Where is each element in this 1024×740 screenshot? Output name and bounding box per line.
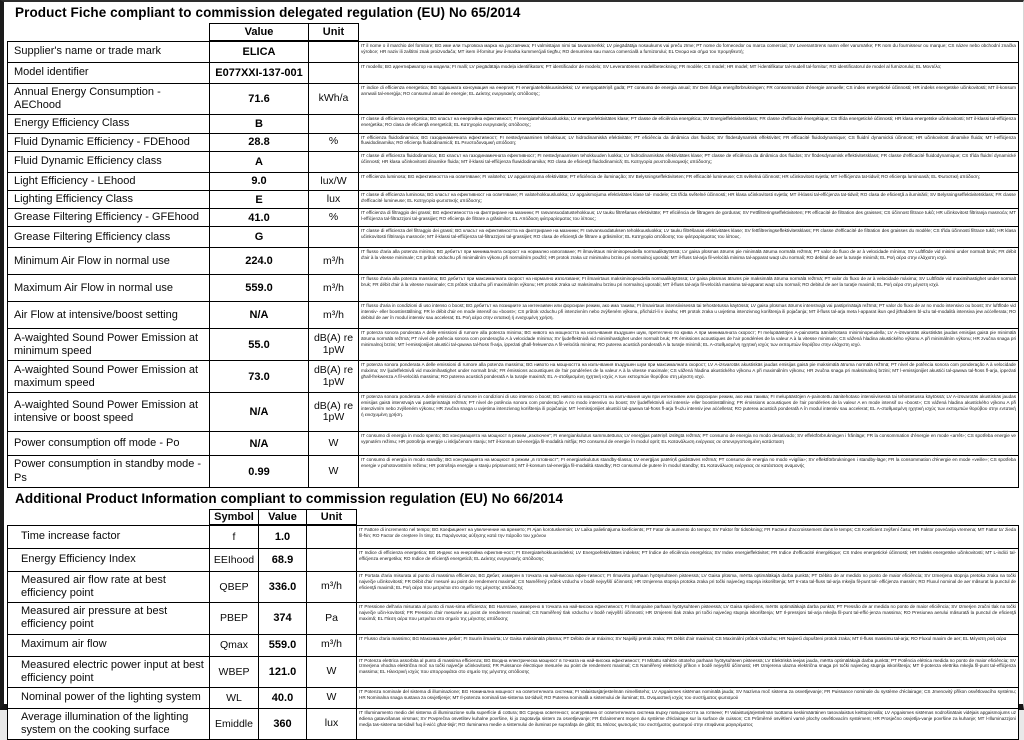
parameter-name: A-waighted Sound Power Emission at maximum speed	[7, 360, 210, 393]
parameter-description-multilingual: IT consumo di energia in modo spento; BG консумацията на мощност в режим „изключен”; FI energiankulutus sammutettuna; LV enerģijas patēriņš izslēgtā režīmā; PT consumo de energia no modo desativado; SV effektförbrukningen i frånläge; FR la consommation d'énergie en mode «arrêt»; CS spotřeba energie ve vypnutém režimu; HR potrošnja energije u isključenom stanju; MT il-konsum tal-enerġija fil-modalità mitfija; RO consumul de energie în modul oprit; EL Κατανάλωση ενέργειας σε απενεργοποιημένη κατάσταση	[358, 431, 1019, 456]
parameter-name: Measured air pressure at best efficiency point	[7, 602, 210, 634]
parameter-value: ELICA	[209, 41, 309, 63]
header-spacer-name	[7, 509, 210, 525]
parameter-value: E	[209, 190, 309, 209]
parameter-description-multilingual: IT Potenza elettrica assorbita al punto di massima efficienza; BG Входна електрическа мощност в точката на най-висока ефективност; FI Mitattu sähkön ottoteho parhaan hyötysuhteen pisteessä; LV Elektriskā ieejas jauda, mērīta optimālākajā darba punktā; PT Potência elétrica medida no ponto de maior eficiência; SV Izmerjena vhodna električna moč na točki največje učinkovitosti; FR Puissance électrique mesurée au point de rendement maximal; CS Naměřený elektrický příkon v bodě nejvyšší účinnosti; HR Izmjerena ulazna električna snaga pri točki najvećeg stupnja iskorištenja; MT Il-potenza elettrika mkejla fil-punt tal-effiċjenza massima; EL Ηλεκτρική ισχύς που απορροφάται στο σημείο της μέγιστης απόδοσης	[356, 656, 1019, 688]
parameter-symbol: WL	[209, 687, 259, 709]
parameter-description-multilingual: IT classe di efficienza fluidodinamica; BG класът на газодинамичната ефективност; FI nestedynaamisen tehokkuuden luokka; LV hidrodinamiskās efektivitātes klase; PT classe de eficiência da dinâmica dos fluidos; SV flödesdynamisk effektivitetsklass; FR classe d'efficacité fluidodynamique; CS třída fluidní dynamické účinnosti; HR klasa učinkovitosti dinamike fluida; MT il-klassi tal-effiċjenza fluwidodinamika; RO clasa de eficienţă fluidodinamică; EL Κατηγορία ρευστοδυναμικής απόδοσης;	[358, 151, 1019, 173]
parameter-description-multilingual: IT Potenza nominale del sistema di illuminazione; BG Номинална мощност на осветителната система; FI Valaistusjärjestelmän nimellisteho; LV Apgaismes sistēmas nominālā jauda; SV Nazivna moč sistema za osvetljevanje; FR Puissance nominale du système d'éclairage; CS Jmenovitý příkon osvětlovacího systému; HR Nominalna snaga sustava za osvjetljenje; MT Il-potenza nominali tas-sistema tat-tidwil; RO Puterea nominală a sistemului de iluminat; EL Ονομαστική ισχύς του συστήματος φωτισμού	[356, 687, 1019, 709]
parameter-value: 55.0	[209, 328, 309, 361]
parameter-name: Power consumption off mode - Po	[7, 431, 210, 456]
parameter-name: Measured air flow rate at best efficiency point	[7, 571, 210, 603]
parameter-value: B	[209, 114, 309, 133]
parameter-name: Air Flow at intensive/boost setting	[7, 301, 210, 329]
parameter-value: 121.0	[258, 656, 307, 688]
parameter-name: Lighting Efficiency Class	[7, 190, 210, 209]
parameter-unit: m³/h	[308, 301, 359, 329]
parameter-name: A-waighted Sound Power Emission at intensive or boost speed	[7, 392, 210, 432]
additional-info-table-body	[7, 525, 1019, 740]
parameter-name: Power consumption in standby mode - Ps	[7, 455, 210, 487]
parameter-description-multilingual: IT classe di efficienza energetica; BG класът на енергийна ефективност; FI energiatehokkuusluokka; LV energoefektivitātes klase; PT classe de eficiência energética; SV Energieffektivitetsklass; FR classe d'efficacité énergétique; CS třída energetické účinnosti; HR klasa energetske učinkovitosti; MT il-klassi tal-effiċjenza enerġetika; RO clasa de eficienţă energetică; EL Κατηγορία ενεργειακής απόδοσης;	[358, 114, 1019, 133]
parameter-unit	[308, 41, 359, 63]
parameter-value: 1.0	[258, 525, 307, 549]
parameter-description-multilingual: IT Pressione dell'aria misurata al punto di mas-sima efficienza; BG Налягане, измерено в точката на най-висока ефективност; FI Ilmanpaine parhaan hyötysuhteen pisteessä; LV Gaisa spiediens, mērīts optimālākajā darba punktā; PT Pressão de ar medida no ponto de maior eficiência; SV Izmerjen zračni tlak na točki največje učin-kovitosti; FR Pression d'air mesurée au point de rendement maximal; CS Naměřený tlak vzduchu v bodě nejvyšší účinnosti; HR Izmjereni tlak zraka pri točki najvećeg stupnja iskorištenja; MT Il-pressjoni tal-arja mkejla fil-punt tal-effiċ-jenza massima; RO Presiunea aerului măsurată la punctul de eficienţă maximă; EL Πίεση αέρα που μετριέται στο σημείο της μέγιστης απόδοσης	[356, 602, 1019, 634]
additional-info-section-title: Additional Product Information compliant to commission regulation (EU) No 66/2014	[15, 490, 564, 506]
parameter-description-multilingual: IT Portata d'aria misurata al punto di massima efficienza; BG Дебит, измерен в точката на най-висока ефек-тивност; FI Ilmavirta parhaan hyötysuhteen pisteessä; LV Gaisa plūsma, mērīta optimālākajā darba punktā; PT Débito de ar medido no ponto de maior eficiência; SV Izmerjena stopnja pretoka zraka na točki največje učinkovitosti; FR Débit d'air mesuré au point de rendement maximal; CS Naměřený průtok vzduchu v bodě nejvyšší účinnosti; HR Izmjerena stopnja protoka zraka pri točki najvećeg stupnja iskorištenja; MT Ir-rata tal-fluss tal-arja mkejla fil-punt tal- effiċjenza massim; RO Fluxul nominal de aer măsurat la punctul de eficienţă maximă; EL Ροή αέρα που μετριέται στο σημείο της μέγιστης απόδοσης	[356, 571, 1019, 603]
parameter-description-multilingual: IT Fattore di incremento nel tempo; BG Коефициент на увеличение на времето; FI Ajan korotuskerroin; LV Laika palielinājuma koeficients; PT Fator de aumento do tempo; SV Faktor för tidsökning; FR Facteur d'accroissement dans le temps; CS Koeficient zvýšení času; HR Faktor povećanja vremena; MT Fattur ta' żieda fil-ħin; RO Factor de creştere în timp; EL Παράγοντας αύξησης κατά την πάροδο του χρόνου	[356, 525, 1019, 549]
fiche-table-row	[7, 62, 1019, 84]
parameter-unit	[308, 226, 359, 248]
parameter-description-multilingual: IT classe di efficienza del filtraggio dei grassi; BG класът на ефективността на филтриране на мазнини; FI rasvansuodatuksen tehokkuusluokka; LV tauku filtrēšanas efektivitātes klase; SV fettfiltreringseffektivitetsklass; FR classe d'efficacité de filtration des graisses du modèle; CS třída účinnosti filtrace tuků; HR klasa učinkovitosti filtriranja masnoće; MT il-klassi tal-effiċjenza tal-filtrazzjoni tal-grassijiet; RO clasa de eficienţă de filtrare a grăsimilor; EL Κατηγορία απόδοσης του φιλτραρίσματος του λίπους.	[358, 226, 1019, 248]
parameter-description-multilingual: IT potenza sonora ponderata A delle emissioni di rumore in condizioni di uso intenso o boost; BG нивото на мощността на излъчвания шум при интензивен или форсиран режим, ако има такива; FI melupäästöjen A-painotettu äänitehotaso intensiivisessä tai tehostetussa käytössä; LV A-izsvarotās akustiskās jaudas emisijas gaisā intensīvajā vai pastiprinātajā režīmā; PT nível de potência sonora com ponderação A no modo intensivo ou boost; SV ljudeffektnivå vid intensiv- eller boostinställning; FR émissions acoustiques de l'air pondérées de la valeur A en mode intensif ou «boost»; CS vážená hladina akustického výkonu A při intenzivním nebo zvýšeném výkonu; HR zvučna snaga u uvjetima intenzivnog korištenja ili pojačanja; MT l-emissjonijiet akustiċi tal-qawwa tal-ħoss fl-arja fl-użu intensiv jew aċċellerat; RO puterea acustică ponderată A în modul intensiv sau accelerat; EL Α-σταθμισμένη ηχητική ισχύς των εκπομπών θορύβου στην εντατική ή ενισχυμένη χρήση.	[358, 392, 1019, 432]
fiche-table-row	[7, 133, 1019, 152]
parameter-value: 41.0	[209, 208, 309, 227]
parameter-name: Energy Efficiency Index	[7, 548, 210, 572]
fiche-table-row	[7, 455, 1019, 487]
parameter-value: 559.0	[258, 634, 307, 657]
parameter-unit: kWh/a	[308, 83, 359, 115]
fiche-table-row	[7, 114, 1019, 133]
parameter-name: Minimum Air Flow in normal use	[7, 247, 210, 275]
header-spacer-description	[356, 509, 1019, 525]
parameter-description-multilingual: IT potenza sonora ponderata A delle emissioni di rumore alla potenza massima; BG нивото на мощността на излъчвания въздушен шум при максималната скорост; LV A-izsvarotās akustiskās jaudas emisijas gaisā pie maksimālā ātruma normālā režīmā; PT nível de potência sonora com ponderação A à velocidade máxima; SV ljudeffektnivå vid maximihastighet under normalt bruk; FR émissions acoustiques de l'air pondérées de la valeur A à la vitesse maximale; CS vážená hladina akustického výkonu A při maximálním výkonu; HR zvučna snaga pri maksimalnoj brzini; MT l-emissjonijiet akustiċi tal-qawwa tal-ħoss fl-arja, ippeżati għall-frekwenza A fil-veloċità massima; RO puterea acustică ponderată A la turaţie maximă; EL Α-σταθμισμένη ηχητική ισχύς A των εκπομπών θορύβου στη μέγιστη ισχύ.	[358, 360, 1019, 393]
column-header-value: Value	[209, 23, 309, 41]
parameter-name: Supplier's name or trade mark	[7, 41, 210, 63]
additional-info-table-row	[7, 548, 1019, 572]
parameter-description-multilingual: IT Indice di efficienza energetica; BG Индекс на енергийна ефектив-ност; FI Energiatehokkuusindeksi; LV Energoefektivitātes indekss; PT Índice de eficiência energética; SV Index energieffektivitet; FR Indice d'efficacité énergétique; CS Index energetické účinnosti; HR Indeks energetske učinkovitosti; MT L-indiċi tal-effiċjenza energetika; RO Indice de eficienţă energetică; EL Δείκτης ενεργειακής απόδοσης	[356, 548, 1019, 572]
parameter-unit: m³/h	[306, 634, 357, 657]
fiche-table-row	[7, 328, 1019, 361]
column-header-symbol: Symbol	[209, 509, 259, 525]
parameter-unit: W	[306, 656, 357, 688]
parameter-unit	[308, 62, 359, 84]
parameter-description-multilingual: IT consumo di energia in modo standby; BG консумацията на мощност в режим „в готовност”; FI energiankulutus standby-tilassa; LV enerģijas patēriņš gaidstāves režīmā; PT consumo de energia no modo «vigília»; SV effektförbrukningen i standby-läge; FR la consommation d'énergie en mode «veille»; CS spotřeba energie v pohotovostním režimu; HR potrošnja energije u stanju pripravnosti; MT il-konsum tal-enerġija fil-modalità standby; RO consumul de putere în modul standby; EL Κατανάλωση ενέργειας σε κατάσταση αναμονής	[358, 455, 1019, 487]
parameter-description-multilingual: IT efficienza di filtraggio dei grassi; BG ефективността на филтриране на мазнини; FI rasvansuodatustehokkuus; LV tauku filtrēšanas efektivitāte; PT eficiência de filtragem de gorduras; SV Fettfiltreringseffektiviteten; FR efficacité de filtration des graisses; CS účinnost filtrace tuků; HR učinkovitost filtriranja masnoća; MT l-effiċjenza tal-filtrazzjoni tal-grassijiet; RO eficienţa de filtrare a grăsimilor; EL Απόδοση φιλτραρίσματος του λίπους;	[358, 208, 1019, 227]
parameter-name: Fluid Dynamic Efficiency - FDEhood	[7, 133, 210, 152]
parameter-name: Average illumination of the lighting system on the cooking surface	[7, 708, 210, 740]
parameter-value: 0.99	[209, 455, 309, 487]
parameter-value: 360	[258, 708, 307, 740]
parameter-name: Grease Filtering Efficiency class	[7, 226, 210, 248]
parameter-value: 336.0	[258, 571, 307, 603]
parameter-unit: lux	[308, 190, 359, 209]
fiche-table-row	[7, 431, 1019, 456]
parameter-value: 224.0	[209, 247, 309, 275]
fiche-table-row	[7, 172, 1019, 191]
parameter-name: Maximum Air Flow in normal use	[7, 274, 210, 302]
additional-info-table-row	[7, 708, 1019, 740]
parameter-description-multilingual: IT indice di efficienza energetica; BG годишната консумация на енергия; FI energiatehokkuusindeksi; LV energopatēriņš gadā; PT consumo de energia anual; SV Den årliga energiförbrukningen; FR consommation d'énergie annuelle; CS index energetické účinnosti; HR indeks energetske učinkovitosti; MT il-konsum annwali tal-enerġija; RO consumul anual de energie; EL Δείκτης ενεργειακής απόδοσης;	[358, 83, 1019, 115]
fiche-table-row	[7, 83, 1019, 115]
parameter-value: G	[209, 226, 309, 248]
parameter-value: 559.0	[209, 274, 309, 302]
parameter-unit	[306, 525, 357, 549]
parameter-name: Energy Efficiency Class	[7, 114, 210, 133]
parameter-value: A	[209, 151, 309, 173]
parameter-name: Grease Filtering Efficiency - GFEhood	[7, 208, 210, 227]
parameter-value: E077XXI-137-001	[209, 62, 309, 84]
parameter-value: 9.0	[209, 172, 309, 191]
parameter-unit: dB(A) re 1pW	[308, 360, 359, 393]
parameter-unit: W	[306, 687, 357, 709]
parameter-value: N/A	[209, 392, 309, 432]
parameter-name: Fluid Dynamic Efficiency class	[7, 151, 210, 173]
parameter-value: N/A	[209, 431, 309, 456]
additional-info-table-row	[7, 687, 1019, 709]
parameter-unit	[306, 548, 357, 572]
parameter-unit: m³/h	[306, 571, 357, 603]
header-spacer-name	[7, 23, 210, 41]
parameter-value: 73.0	[209, 360, 309, 393]
fiche-table-row	[7, 360, 1019, 393]
parameter-unit: dB(A) re 1pW	[308, 328, 359, 361]
parameter-unit: W	[308, 455, 359, 487]
fiche-table-row	[7, 151, 1019, 173]
parameter-description-multilingual: IT flusso d'aria alla potenza massima; BG дебитът при максималната скорост на нормално използване; FI ilmavirtaus maksiminopeudella normaalikäytössä; LV gaisa plūsmas ātrums pie maksimālā ātruma normālā režīmā; PT valor do fluxo de ar à velocidade máxima; SV Luftflöde vid maximihastighet under normalt bruk; FR débit d'air à la vitesse maximale; CS průtok vzduchu při maximálním výkonu; HR protok zraka uz maksimalnu brzinu pri normalnoj uporabi; MT il-fluss tal-arja fil-veloċità massima tal-apparat waqt użu normali; RO debitul de aer la turaţie maximă; EL Ροή αέρα στη μέγιστη ισχύ.	[358, 274, 1019, 302]
parameter-unit: %	[308, 133, 359, 152]
parameter-value: 28.8	[209, 133, 309, 152]
parameter-description-multilingual: IT potenza sonora ponderata A delle emissioni di rumore alla potenza minima; BG нивото на мощността на излъчвания въздушен шум, претеглено по крива A при минималната скорост; FI melupäästöjen A-painotettu äänitehotaso miniminopeudella; LV A-izsvarotās akustiskās jaudas emisijas gaisā pie minimālā ātruma normālā režīmā; PT nível de potência sonora com ponderação A à velocidade mínima; SV ljudeffektnivå vid minimihastighet under normalt bruk; FR émissions acoustiques de l'air pondérées de la valeur A à la vitesse minimale; CS vážená hladina akustického výkonu A při minimálním výkonu; HR zvučna snaga pri minimalnoj brzini; MT l-emissjonijiet akustiċi tal-qawwa tal-ħoss fl-arja, ippeżati għall-frekwenza A fil-veloċità minima; RO puterea acustică ponderată A la turaţie minimă; EL Α-σταθμισμένη ηχητική ισχύς των εκπομπών θορύβου στην ελάχιστη ισχύ.	[358, 328, 1019, 361]
parameter-symbol: WBEP	[209, 656, 259, 688]
parameter-description-multilingual: IT classe di efficienza luminosa; BG класът на ефективност на осветяване; FI valotehokkuusluokka; LV apgaismojuma efektivitātes klase tal- modele; CS třída světelné účinnosti; HR klasa učinkovitosti svjetla; MT il-klassi tal-effiċjenza tat-tidwil; RO clasa de eficienţă a iluminării; SV Belysningseffektivitetsklass; FR classe d'efficacité lumineuse; EL Κατηγορία φωτιστικής απόδοσης;	[358, 190, 1019, 209]
additional-info-table-row	[7, 656, 1019, 688]
parameter-value: 40.0	[258, 687, 307, 709]
fiche-table-row	[7, 392, 1019, 432]
parameter-description-multilingual: IT efficienza fluidodinamica; BG газодинамичната ефективност; FI nestedynaaminen tehokkuus; LV hidrodinamiskā efektivitāte; PT eficiência da dinâmica dos fluidos; SV flödesdynamisk effektivitet; FR efficacité fluidodynamique; CS fluidní dynamická účinnost; HR učinkovitost dinamike fluida; MT l-effiċjenza fluwidodinamika; RO eficienţa fluidodinamică; EL Ρευστοδυναμική απόδοση;	[358, 133, 1019, 152]
parameter-symbol: EEIhood	[209, 548, 259, 572]
parameter-description-multilingual: IT efficienza luminosa; BG ефективността на осветяване; FI valoteho; LV apgaismojuma efektivitāte; PT eficiência de iluminação; SV Belysningseffektiviteten; FR efficacité lumineuse; CS světelná účinnost; HR učinkovitost svjetla; MT l-effiċjenza tat-tidwil; RO eficienţa luminoasă; EL Φωτιστική απόδοση;	[358, 172, 1019, 191]
additional-info-table-row	[7, 525, 1019, 549]
parameter-value: 68.9	[258, 548, 307, 572]
parameter-name: Annual Energy Consumption - AEChood	[7, 83, 210, 115]
header-spacer-description	[358, 23, 1019, 41]
additional-info-table	[7, 509, 1019, 740]
parameter-description-multilingual: IT flusso d'aria in condizioni di uso intenso o boost; BG дебитът на позициите за интензивен или форсиран режим, ако има такива; FI ilmavirtaus intensiivisessä tai tehostetussa käytössä; LV gaisa plūsmas ātrums intensīvajā vai pastiprinātajā režīmā; PT valor do fluxo de ar no modo intensivo ou boost; SV luftflöde vid intensiv- eller boostinställning; FR le débit d'air en mode intensif ou «boost»; CS průtok vzduchu při intenzivním nebo zvýšeném výkonu, přichází-li v úvahu; HR protok zraka u uvjetima intenzivnog korištenja ili pojačanja; MT il-fluss tal-arja meta l-apparat ikun qed jitħaddem bl-użu tal-modalità intensiva jew aċċellerata; RO debitul de aer în modul intensiv sau accelerat; EL Ροή αέρα στην εντατική ή ενισχυμένη χρήση.	[358, 301, 1019, 329]
parameter-value: N/A	[209, 301, 309, 329]
fiche-section-title: Product Fiche compliant to commission delegated regulation (EU) No 65/2014	[15, 5, 521, 20]
column-header-value: Value	[258, 509, 307, 525]
parameter-description-multilingual: IT Illuminamento medio del sistema di illuminazione sulla superficie di cottura; BG Средна осветеност, осигурявана от осветителната система върху повърхността за готвене; FI Valaistusjärjestelmän tuottama keskimääräinen tasovalaistus keittopinnalla; LV Apgaismes sistēmas nodrošinātais vidējais apgaismojums uz ēdiena gatavošanas virsmas; SV Povprečna osvetlitev kuhalne površine, ki jo zagotavlja sistem za osvetljevanje; FR Éclairement moyen du système d'éclairage sur la surface de cuisson; CS Průměrné osvětlení varné plochy osvětlovacím systémem; HR Prosječno osvjetlja-vanje površine za kuhanje; MT l-Illuminazzjoni medja tas-sistema tat-tidwil fuq il-wiċċ għat-tisjir; RO Iluminarea medie a sistemului de iluminat pe suprafaţa de gătit; EL Μέσος φωτισμός του συστήματος φωτισμού στην επιφάνεια μαγειρέματος	[356, 708, 1019, 740]
column-header-unit: Unit	[306, 509, 357, 525]
parameter-description-multilingual: IT modello; BG идентификатор на модела; FI malli; LV piegādātāja modeļa identifikators; PT identificador de modelo; SV Leverantörens modellbeteckning; FR modèle; CS model; HR model; MT l-identifikatur tal-mudell tal-fornitur; RO identificatorul de model al furnizorului; EL Μοντέλο;	[358, 62, 1019, 84]
parameter-name: Model identifier	[7, 62, 210, 84]
parameter-unit: W	[308, 431, 359, 456]
parameter-unit: dB(A) re 1pW	[308, 392, 359, 432]
parameter-description-multilingual: IT il nome o il marchio del fornitore; BG име или търговска марка на доставчика; FI valmistajan nimi tai tavaramerkki; LV piegādātāja nosaukums vai preču zīme; PT nome do fornecedor ou marca comercial; SV Leverantörens namn eller varumärke; FR nom du fournisseur ou marque; CS název nebo obchodní značka výrobce; HR naziv ili zaštitni znak proizvođača; MT isem il-fornitur jew il-marka kummerċjali tiegħu; RO denumirea sau marca comercială a furnizorului; EL Όνομα και σήμα του προμηθευτή;	[358, 41, 1019, 63]
parameter-description-multilingual: IT Flusso d'aria massimo; BG Максимален дебит; FI Suurin ilmavirta; LV Gaisa maksimālā plūsma; PT Débito de ar máximo; SV Najvišji pretok zraka; FR Débit d'air maximal; CS Maximální průtok vzduchu; HR Najveći dopušteni protok zraka; MT Il-fluss massimu tal-arja; RO Fluxul maxim de aer; EL Μέγιστη ροή αέρα	[356, 634, 1019, 657]
parameter-unit: m³/h	[308, 274, 359, 302]
parameter-unit	[308, 151, 359, 173]
parameter-unit	[308, 114, 359, 133]
parameter-unit: Pa	[306, 602, 357, 634]
parameter-symbol: PBEP	[209, 602, 259, 634]
fiche-table-row	[7, 190, 1019, 209]
parameter-value: 71.6	[209, 83, 309, 115]
column-header-unit: Unit	[308, 23, 359, 41]
fiche-table	[7, 23, 1019, 488]
additional-info-table-row	[7, 634, 1019, 657]
parameter-unit: lux/W	[308, 172, 359, 191]
fiche-table-row	[7, 226, 1019, 248]
parameter-unit: %	[308, 208, 359, 227]
parameter-description-multilingual: IT flusso d'aria alla potenza minima; BG дебитът при минималната скорост на нормално използване; FI ilmavirtaus miniminopeudella normaalikäytössä; LV gaisa plūsmas ātrums pie minimālā ātruma normālā režīmā; PT valor do fluxo de ar à velocidade mínima; SV Luftflöde vid minimi under normalt bruk; FR débit d'air à la vitesse minimale; CS průtok vzduchu při minimálním výkonu při normálním použití; HR protok zraka uz minimalnu brzinu pri normalnoj uporabi; MT il-fluss tal-arja fil-veloċità minima tal-apparat waqt użu normali; RO debitul de aer la turaţie minimă; EL Ροή αέρα στην ελάχιστη ισχύ.	[358, 247, 1019, 275]
parameter-name: A-waighted Sound Power Emission at minimum speed	[7, 328, 210, 361]
parameter-symbol: f	[209, 525, 259, 549]
parameter-symbol: Qmax	[209, 634, 259, 657]
parameter-value: 374	[258, 602, 307, 634]
fiche-table-row	[7, 41, 1019, 63]
additional-info-table-row	[7, 602, 1019, 634]
parameter-unit: m³/h	[308, 247, 359, 275]
fiche-table-body	[7, 41, 1019, 488]
fiche-table-row	[7, 274, 1019, 302]
parameter-name: Maximum air flow	[7, 634, 210, 657]
additional-info-header-row	[7, 509, 1019, 525]
parameter-unit: lux	[306, 708, 357, 740]
parameter-symbol: Emiddle	[209, 708, 259, 740]
parameter-name: Light Efficiency - LEhood	[7, 172, 210, 191]
additional-info-table-row	[7, 571, 1019, 603]
parameter-name: Measured electric power input at best efficiency point	[7, 656, 210, 688]
fiche-table-header-row	[7, 23, 1019, 41]
fiche-table-row	[7, 208, 1019, 227]
parameter-name: Nominal power of the lighting system	[7, 687, 210, 709]
parameter-symbol: QBEP	[209, 571, 259, 603]
fiche-table-row	[7, 301, 1019, 329]
fiche-table-row	[7, 247, 1019, 275]
parameter-name: Time increase factor	[7, 525, 210, 549]
